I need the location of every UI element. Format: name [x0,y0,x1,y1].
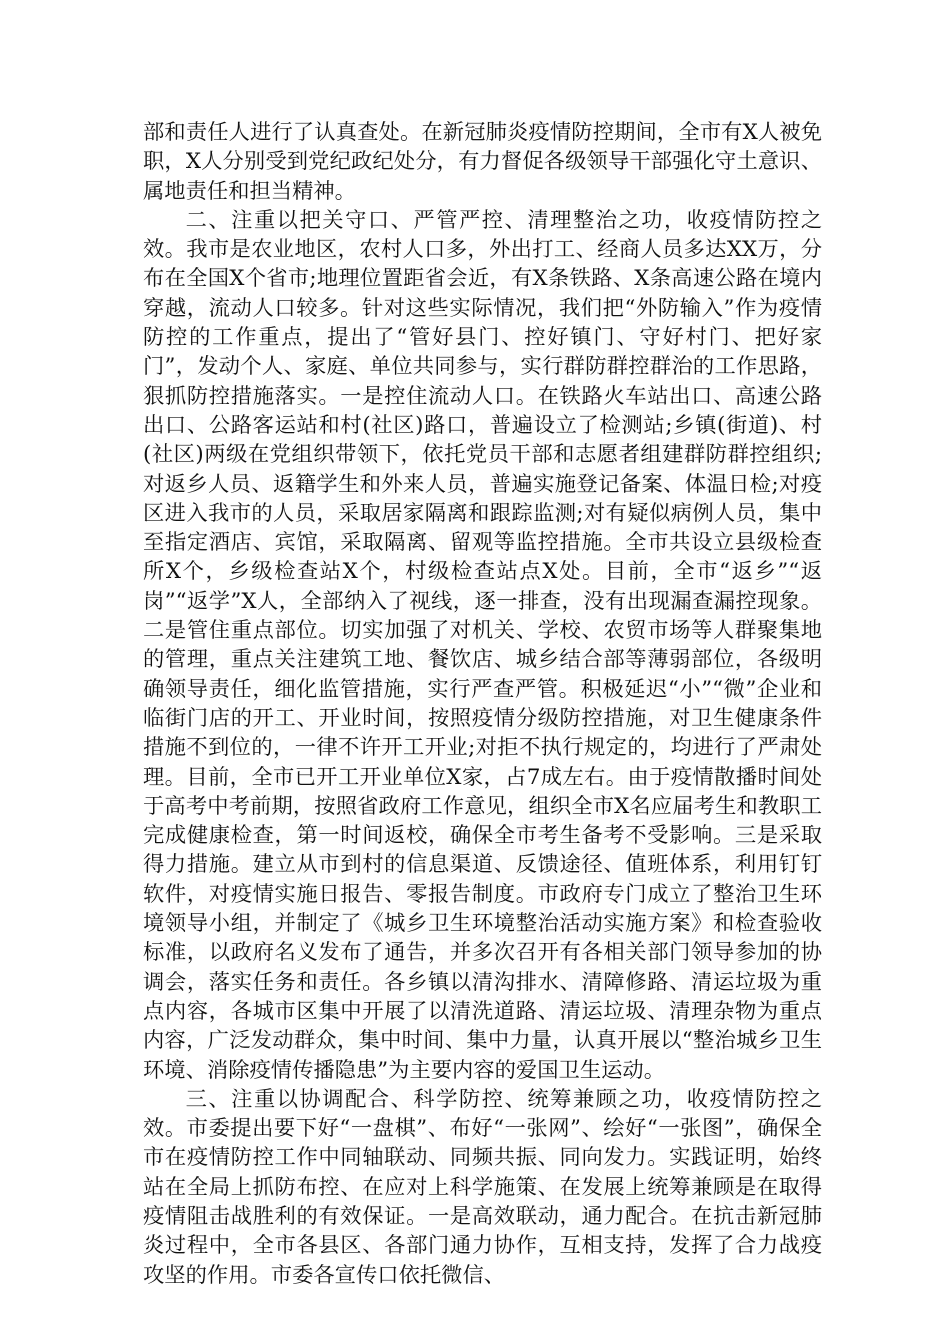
paragraph-3: 三、注重以协调配合、科学防控、统筹兼顾之功，收疫情防控之效。市委提出要下好“一盘棋”、布好“一张网”、绘好“一张图”，确保全市在疫情防控工作中同轴联动、同频共振、同向发力。实践证明，始终站在全局上抓防布控、在应对上科学施策、在发展上统筹兼顾是在取得疫情阻击战胜利的有效保证。一是高效联动，通力配合。在抗击新冠肺炎过程中，全市各县区、各部门通力协作，互相支持，发挥了合力战疫攻坚的作用。市委各宣传口依托微信、 [143,1086,822,1288]
paragraph-1: 部和责任人进行了认真查处。在新冠肺炎疫情防控期间，全市有X人被免职，X人分别受到党纪政纪处分，有力督促各级领导干部强化守土意识、属地责任和担当精神。 [143,120,822,204]
paragraph-2: 二、注重以把关守口、严管严控、清理整治之功，收疫情防控之效。我市是农业地区，农村人口多，外出打工、经商人员多达XX万，分布在全国X个省市;地理位置距省会近，有X条铁路、X条高速公路在境内穿越，流动人口较多。针对这些实际情况，我们把“外防输入”作为疫情防控的工作重点，提出了“管好县门、控好镇门、守好村门、把好家门”，发动个人、家庭、单位共同参与，实行群防群控群治的工作思路，狠抓防控措施落实。一是控住流动人口。在铁路火车站出口、高速公路出口、公路客运站和村(社区)路口，普遍设立了检测站;乡镇(街道)、村(社区)两级在党组织带领下，依托党员干部和志愿者组建群防群控组织;对返乡人员、返籍学生和外来人员，普遍实施登记备案、体温日检;对疫区进入我市的人员，采取居家隔离和跟踪监测;对有疑似病例人员，集中至指定酒店、宾馆，采取隔离、留观等监控措施。全市共设立县级检查所X个，乡级检查站X个，村级检查站点X处。目前，全市“返乡”“返岗”“返学”X人，全部纳入了视线，逐一排查，没有出现漏查漏控现象。二是管住重点部位。切实加强了对机关、学校、农贸市场等人群聚集地的管理，重点关注建筑工地、餐饮店、城乡结合部等薄弱部位，各级明确领导责任，细化监管措施，实行严查严管。积极延迟“小”“微”企业和临街门店的开工、开业时间，按照疫情分级防控措施，对卫生健康条件措施不到位的，一律不许开工开业;对拒不执行规定的，均进行了严肃处理。目前，全市已开工开业单位X家，占7成左右。由于疫情散播时间处于高考中考前期，按照省政府工作意见，组织全市X名应届考生和教职工完成健康检查，第一时间返校，确保全市考生备考不受影响。三是采取得力措施。建立从市到村的信息渠道、反馈途径、值班体系，利用钉钉软件，对疫情实施日报告、零报告制度。市政府专门成立了整治卫生环境领导小组，并制定了《城乡卫生环境整治活动实施方案》和检查验收标准，以政府名义发布了通告，并多次召开有各相关部门领导参加的协调会，落实任务和责任。各乡镇以清沟排水、清障修路、清运垃圾为重点内容，各城市区集中开展了以清洗道路、清运垃圾、清理杂物为重点内容，广泛发动群众，集中时间、集中力量，认真开展以“整治城乡卫生环境、消除疫情传播隐患”为主要内容的爱国卫生运动。 [143,207,822,1083]
